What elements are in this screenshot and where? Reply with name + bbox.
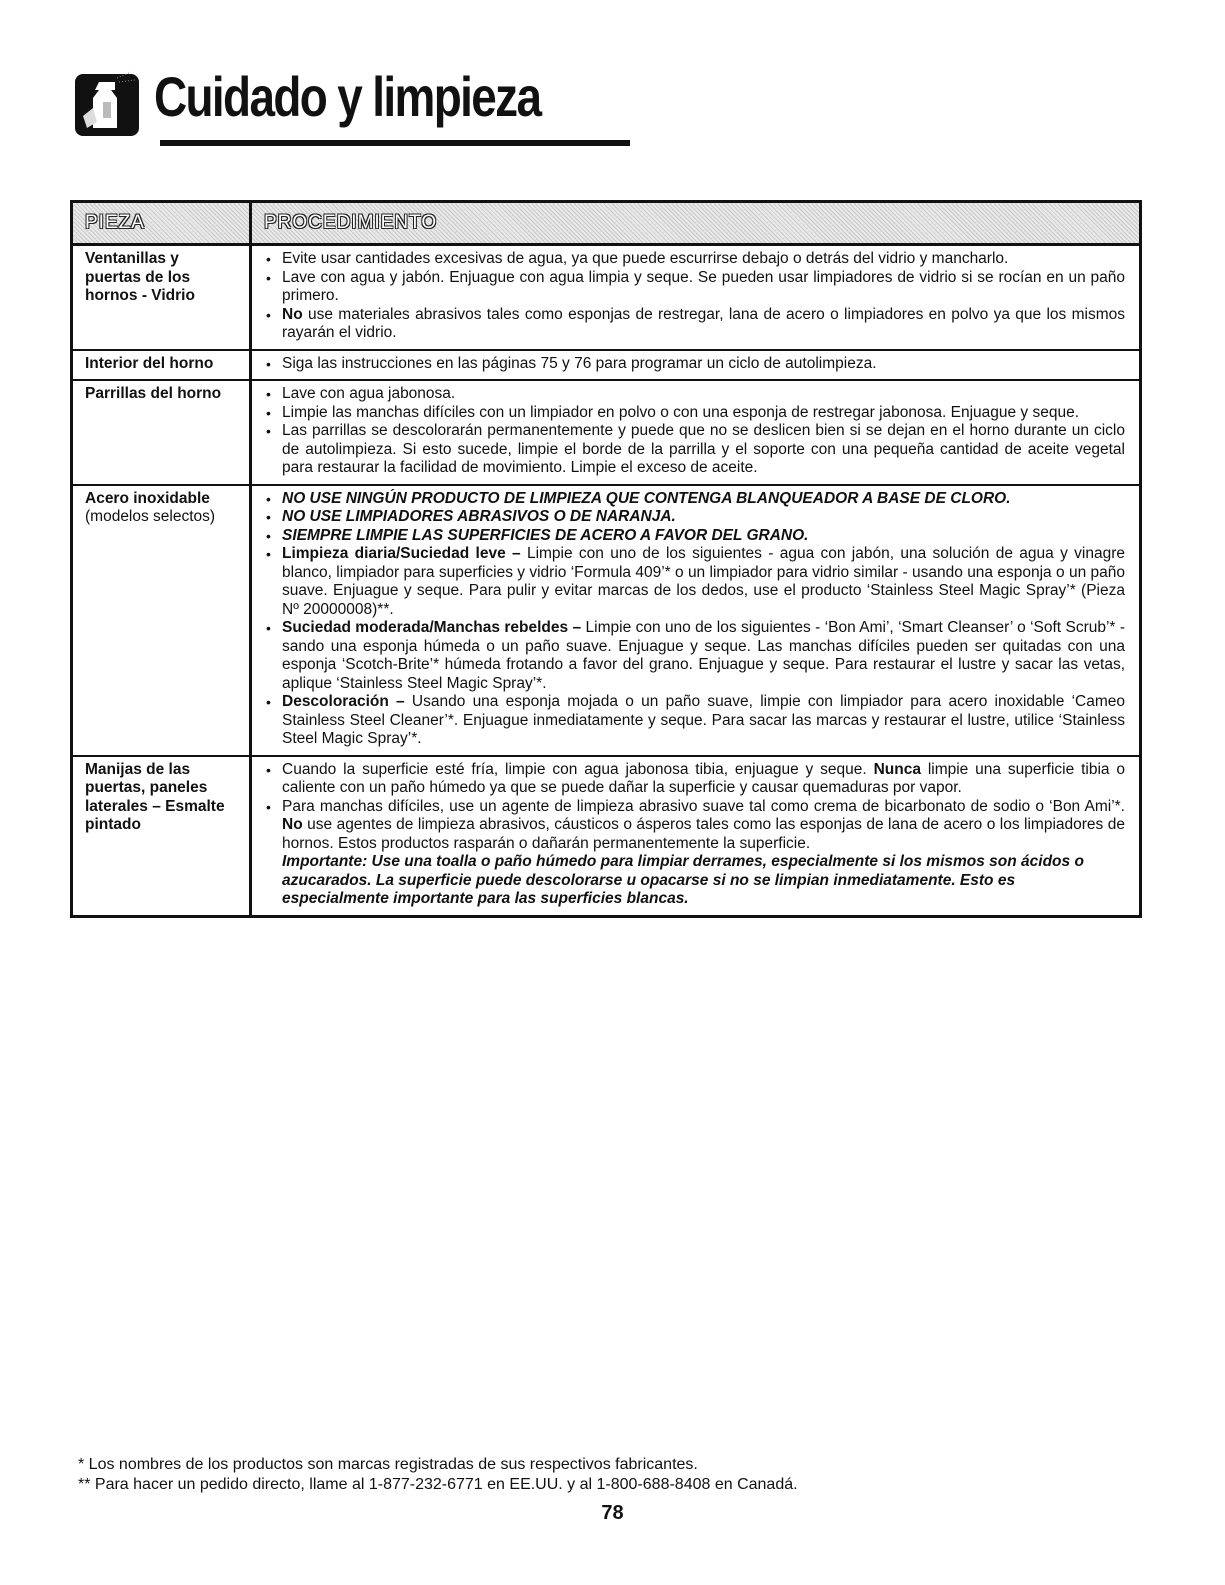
part-cell xyxy=(72,350,251,381)
item-text: Cuando la superficie esté fría, limpie con agua jabonosa tibia, enjuague y seque. xyxy=(282,760,874,778)
procedure-list xyxy=(266,385,1125,478)
part-name: Parrillas del horno xyxy=(85,385,222,402)
part-cell xyxy=(72,756,251,917)
procedure-item xyxy=(266,693,1125,749)
page-title: Cuidado y limpieza xyxy=(154,65,541,128)
procedure-cell xyxy=(251,350,1141,381)
procedure-cell xyxy=(251,380,1141,485)
table-row xyxy=(72,756,1141,917)
procedure-item xyxy=(266,385,1125,404)
item-text: use materiales abrasivos tales como esponjas de restregar, lana de acero o limpiadores en polvo ya que los mismos rayarán el vidrio. xyxy=(282,305,1125,341)
footnotes xyxy=(78,1455,798,1495)
part-cell xyxy=(72,380,251,485)
item-text: Lave con agua y jabón. Enjuague con agua limpia y seque. Se pueden usar limpiadores de vidrio si se rocían en un paño primero. xyxy=(282,268,1125,304)
item-text: SIEMPRE LIMPIE LAS SUPERFICIES DE ACERO A FAVOR DEL GRANO. xyxy=(282,526,809,544)
part-cell xyxy=(72,245,251,350)
procedure-list xyxy=(266,490,1125,749)
part-note: (modelos selectos) xyxy=(85,508,216,525)
item-text: Limpie con uno de los siguientes - ‘Bon Ami’, ‘Smart Cleanser’ o ‘Soft Scrub’* - sando una esponja húmeda o un paño suave. Enjuague y seque. Las manchas difíciles pueden ser quitadas con una esponja ‘Scotch-Brite’* húmeda frotando a favor del grano. Enjuague y seque. Para restaurar el lustre y sacar las vetas, aplique ‘Stainless Steel Magic Spray’*. xyxy=(282,619,1125,692)
procedure-item xyxy=(266,619,1125,693)
procedure-list xyxy=(266,761,1125,854)
item-text: NO USE LIMPIADORES ABRASIVOS O DE NARANJA. xyxy=(282,508,676,525)
item-text: Para manchas difíciles, use un agente de limpieza abrasivo suave tal como crema de bicarbonato de sodio o ‘Bon Ami’*. xyxy=(282,797,1125,815)
procedure-item xyxy=(266,798,1125,854)
procedure-cell xyxy=(251,756,1141,917)
important-note: Importante: Use una toalla o paño húmedo para limpiar derrames, especialmente si los mismos son ácidos o azucarados. La superficie puede descolorarse u opacarse si no se limpian inmediatamente. Esto es especialmente importante para las superficies blancas. xyxy=(282,853,1084,907)
table-row xyxy=(72,245,1141,350)
table-row xyxy=(72,485,1141,756)
procedure-cell xyxy=(251,245,1141,350)
item-text: NO USE NINGÚN PRODUCTO DE LIMPIEZA QUE CONTENGA BLANQUEADOR A BASE DE CLORO. xyxy=(282,489,1011,507)
item-text: Evite usar cantidades excesivas de agua, ya que puede escurrirse debajo o detrás del vidrio y mancharlo. xyxy=(282,250,1009,267)
part-name: Interior del horno xyxy=(85,354,214,372)
item-emphasis: No xyxy=(282,816,303,833)
title-underline xyxy=(160,140,630,146)
item-text: Siga las instrucciones en las páginas 75 y 76 para programar un ciclo de autolimpieza. xyxy=(282,354,877,372)
item-lead: Descoloración – xyxy=(282,693,412,710)
procedure-item xyxy=(266,422,1125,478)
item-text: use agentes de limpieza abrasivos, cáusticos o ásperos tales como las esponjas de lana de acero o los limpiadores de hornos. Estos productos rasparán o dañarán permanentemente la superficie. xyxy=(282,816,1125,852)
procedure-list xyxy=(266,250,1125,343)
cleaning-table xyxy=(70,200,1142,918)
procedure-list xyxy=(266,355,1125,374)
table-row xyxy=(72,350,1141,381)
item-lead: No xyxy=(282,305,303,323)
part-cell xyxy=(72,485,251,756)
procedure-item xyxy=(266,355,1125,374)
item-text: Lave con agua jabonosa. xyxy=(282,385,456,402)
procedure-item xyxy=(266,404,1125,423)
column-header-procedure: PROCEDIMIENTO xyxy=(251,202,1141,245)
procedure-item xyxy=(266,250,1125,269)
item-text: Limpie las manchas difíciles con un limpiador en polvo o con una esponja de restregar jabonosa. Enjuague y seque. xyxy=(282,403,1080,421)
procedure-cell xyxy=(251,485,1141,756)
part-name: Manijas de las puertas, paneles laterales – Esmalte pintado xyxy=(85,760,225,833)
procedure-item xyxy=(266,527,1125,546)
item-lead: Limpieza diaria/Suciedad leve – xyxy=(282,545,527,562)
procedure-item xyxy=(266,269,1125,306)
item-text: limpie una superficie tibia o caliente con un paño húmedo ya que se puede dañar la superficie y causar quemaduras por vapor. xyxy=(282,760,1125,796)
procedure-item xyxy=(266,490,1125,509)
spray-bottle-icon xyxy=(73,68,143,138)
procedure-item xyxy=(266,761,1125,798)
column-header-part: PIEZA xyxy=(72,202,251,245)
footnote: ** Para hacer un pedido directo, llame al 1-877-232-6771 en EE.UU. y al 1-800-688-8408 en Canadá. xyxy=(78,1476,798,1493)
table-row xyxy=(72,380,1141,485)
procedure-item xyxy=(266,545,1125,619)
part-name: Ventanillas y puertas de los hornos - Vidrio xyxy=(85,250,195,304)
procedure-item xyxy=(266,306,1125,343)
footnote: * Los nombres de los productos son marcas registradas de sus respectivos fabricantes. xyxy=(78,1456,698,1473)
part-name: Acero inoxidable xyxy=(85,489,210,507)
procedure-item xyxy=(266,508,1125,527)
item-emphasis: Nunca xyxy=(873,760,921,778)
item-text: Las parrillas se descolorarán permanentemente y puede que no se deslicen bien si se dejan en el horno durante un ciclo de autolimpieza. Si esto sucede, limpie el borde de la parrilla y el soporte con una pequeña cantidad de aceite vegetal para restaurar la facilidad de movimiento. Limpie el exceso de aceite. xyxy=(282,422,1125,476)
item-lead: Suciedad moderada/Manchas rebeldes – xyxy=(282,619,586,636)
item-text: Usando una esponja mojada o un paño suave, limpie con limpiador para acero inoxidable ‘Cameo Stainless Steel Cleaner’*. Enjuague inmediatamente y seque. Para sacar las marcas y restaurar el lustre, utilice ‘Stainless Steel Magic Spray’*. xyxy=(282,693,1125,747)
page-number: 78 xyxy=(601,1502,624,1524)
item-text: Limpie con uno de los siguientes - agua con jabón, una solución de agua y vinagre blanco, limpiador para superficies y vidrio ‘Formula 409’* o un limpiador para vidrio similar - usando una esponja o un paño suave. Enjuague y seque. Para pulir y evitar marcas de los dedos, use el producto ‘Stainless Steel Magic Spray’* (Pieza Nº 20000008)**. xyxy=(282,545,1125,618)
